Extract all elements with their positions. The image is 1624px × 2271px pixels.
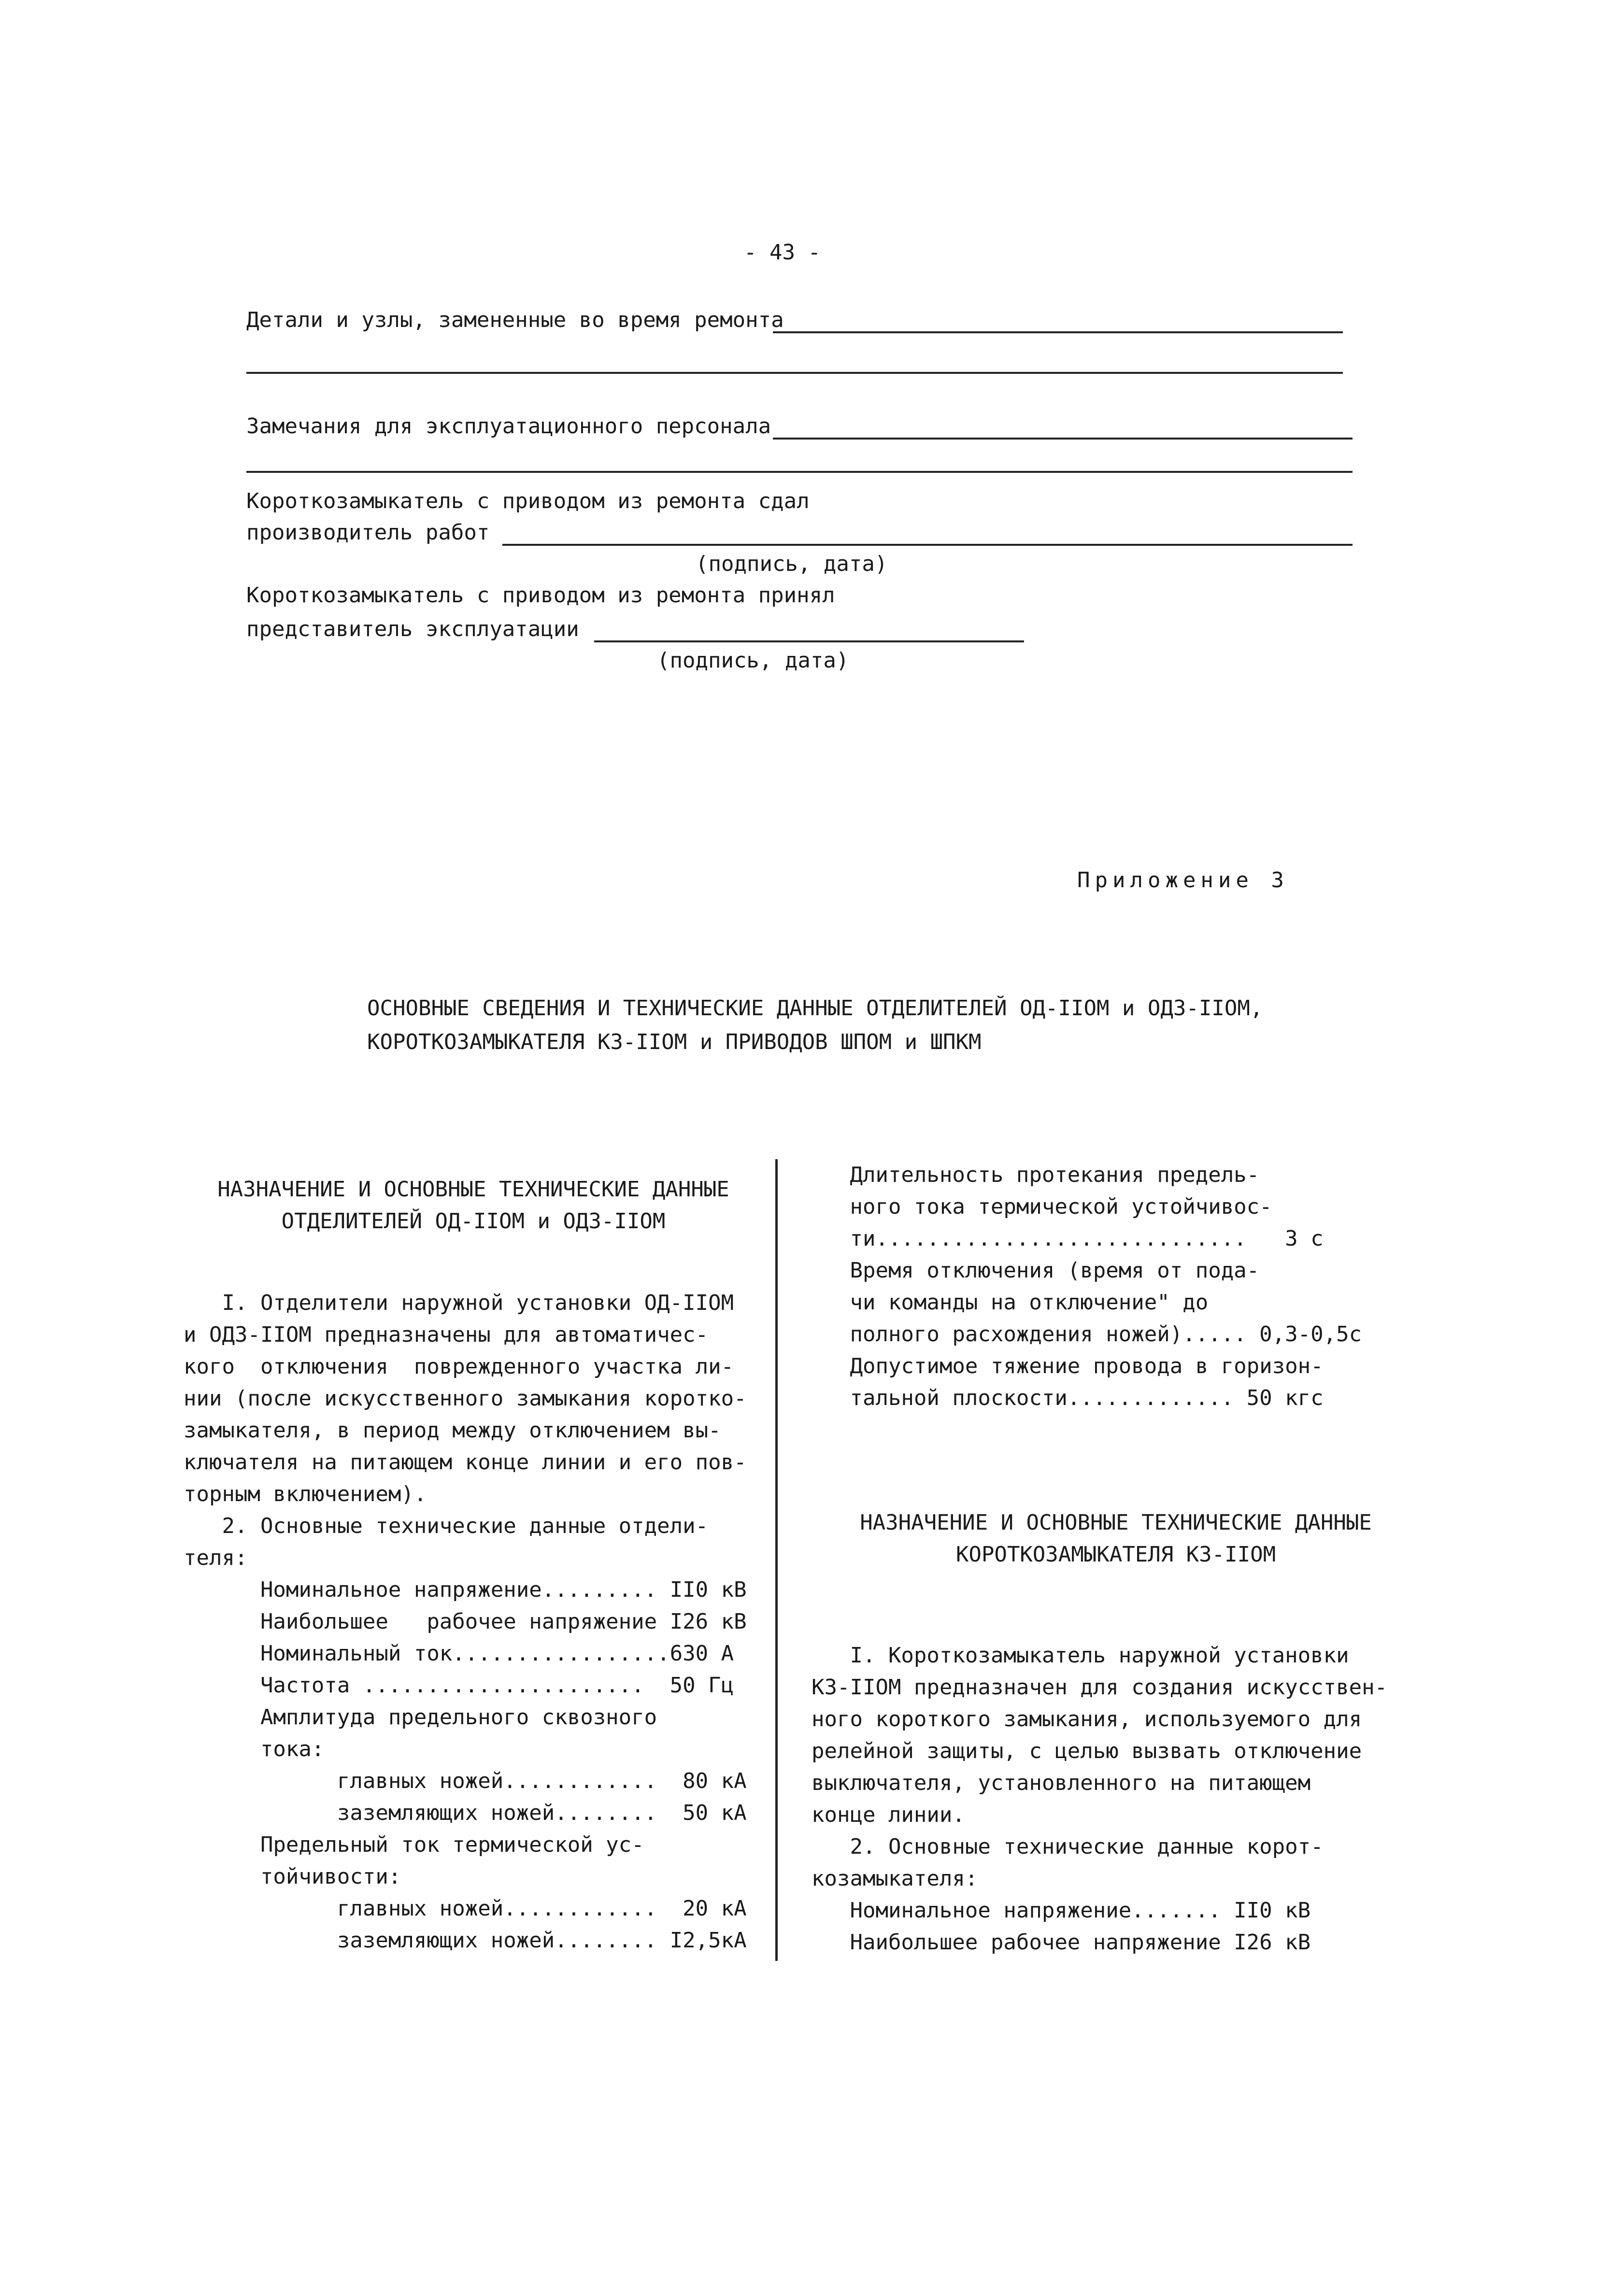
- text-line: Номинальный ток.................630 А: [184, 1641, 734, 1666]
- appendix-label: Приложение 3: [1077, 868, 1289, 893]
- details-underline-1[interactable]: [773, 331, 1343, 333]
- right-heading-1: НАЗНАЧЕНИЕ И ОСНОВНЫЕ ТЕХНИЧЕСКИЕ ДАННЫЕ: [860, 1510, 1372, 1535]
- page-number: - 43 -: [744, 240, 821, 265]
- text-line: ного тока термической устойчивос-: [812, 1194, 1272, 1219]
- text-line: Предельный ток термической ус-: [184, 1832, 644, 1857]
- text-line: выключателя, установленного на питающем: [812, 1771, 1311, 1795]
- text-line: Частота ...................... 50 Гц: [184, 1673, 734, 1698]
- remarks-underline-2[interactable]: [246, 471, 1353, 473]
- accepted-line-1: Короткозамыкатель с приводом из ремонта принял: [246, 583, 835, 608]
- accepted-line-2: представитель эксплуатации: [246, 617, 579, 641]
- text-line: полного расхождения ножей)..... 0,3-0,5с: [812, 1322, 1362, 1347]
- text-line: главных ножей............ 80 кА: [184, 1769, 747, 1793]
- main-title-line-2: КОРОТКОЗАМЫКАТЕЛЯ КЗ-IIOM и ПРИВОДОВ ШПОМ и ШПКМ: [367, 1030, 982, 1054]
- text-line: Наибольшее рабочее напряжение I26 кВ: [184, 1609, 747, 1634]
- text-line: 2. Основные технические данные отдели-: [184, 1514, 709, 1538]
- details-underline-2[interactable]: [246, 372, 1343, 374]
- text-line: ключателя на питающем конце линии и его пов-: [184, 1450, 747, 1475]
- handed-line-1: Короткозамыкатель с приводом из ремонта сдал: [246, 489, 810, 513]
- remarks-underline-1[interactable]: [773, 438, 1353, 440]
- text-line: нии (после искусственного замыкания коротко-: [184, 1386, 747, 1411]
- text-line: I. Короткозамыкатель наружной установки: [812, 1643, 1349, 1668]
- sign-date-caption-2: (подпись, дата): [657, 648, 849, 673]
- text-line: КЗ-IIOM предназначен для создания искусствен-: [812, 1675, 1388, 1700]
- text-line: Наибольшее рабочее напряжение I26 кВ: [812, 1930, 1311, 1955]
- text-line: заземляющих ножей........ I2,5кА: [184, 1928, 747, 1953]
- text-line: заземляющих ножей........ 50 кА: [184, 1801, 747, 1825]
- text-line: торным включением).: [184, 1482, 427, 1506]
- left-heading-1: НАЗНАЧЕНИЕ И ОСНОВНЫЕ ТЕХНИЧЕСКИЕ ДАННЫЕ: [217, 1177, 729, 1202]
- text-line: Номинальное напряжение......... II0 кВ: [184, 1577, 747, 1602]
- text-line: главных ножей............ 20 кА: [184, 1896, 747, 1921]
- text-line: ти............................. 3 с: [812, 1226, 1324, 1251]
- text-line: тока:: [184, 1737, 325, 1761]
- text-line: теля:: [184, 1546, 248, 1570]
- remarks-label: Замечания для эксплуатационного персонала: [246, 414, 771, 439]
- text-line: Допустимое тяжение провода в горизон-: [812, 1354, 1324, 1378]
- text-line: I. Отделители наружной установки ОД-IIOM: [184, 1291, 734, 1315]
- text-line: и ОДЗ-IIOM предназначены для автоматичес-: [184, 1322, 709, 1347]
- text-line: Номинальное напряжение....... II0 кВ: [812, 1898, 1311, 1923]
- text-line: замыкателя, в период между отключением вы-: [184, 1418, 721, 1443]
- text-line: Длительность протекания предель-: [812, 1163, 1260, 1187]
- handed-line-2: производитель работ: [246, 520, 490, 545]
- main-title-line-1: ОСНОВНЫЕ СВЕДЕНИЯ И ТЕХНИЧЕСКИЕ ДАННЫЕ ОТДЕЛИТЕЛЕЙ ОД-IIOM и ОДЗ-IIOM,: [367, 996, 1263, 1021]
- text-line: Время отключения (время от пода-: [812, 1258, 1260, 1283]
- right-heading-2: КОРОТКОЗАМЫКАТЕЛЯ КЗ-IIOM: [955, 1542, 1276, 1567]
- text-line: кого отключения поврежденного участка ли-: [184, 1354, 734, 1379]
- text-line: 2. Основные технические данные корот-: [812, 1834, 1324, 1859]
- sign-date-caption-1: (подпись, дата): [696, 552, 888, 576]
- left-heading-2: ОТДЕЛИТЕЛЕЙ ОД-IIOM и ОДЗ-IIOM: [281, 1209, 666, 1234]
- column-divider: [775, 1159, 778, 1961]
- text-line: чи команды на отключение" до: [812, 1290, 1209, 1315]
- details-label: Детали и узлы, замененные во время ремонта: [246, 308, 784, 332]
- text-line: тойчивости:: [184, 1864, 401, 1889]
- accepted-signature-line[interactable]: [594, 640, 1024, 642]
- text-line: релейной защиты, с целью вызвать отключение: [812, 1739, 1362, 1763]
- text-line: ного короткого замыкания, используемого для: [812, 1707, 1362, 1732]
- text-line: тальной плоскости............. 50 кгс: [812, 1386, 1324, 1410]
- text-line: козамыкателя:: [812, 1866, 978, 1891]
- handed-signature-line[interactable]: [502, 544, 1353, 546]
- text-line: конце линии.: [812, 1803, 965, 1827]
- text-line: Амплитуда предельного сквозного: [184, 1705, 657, 1730]
